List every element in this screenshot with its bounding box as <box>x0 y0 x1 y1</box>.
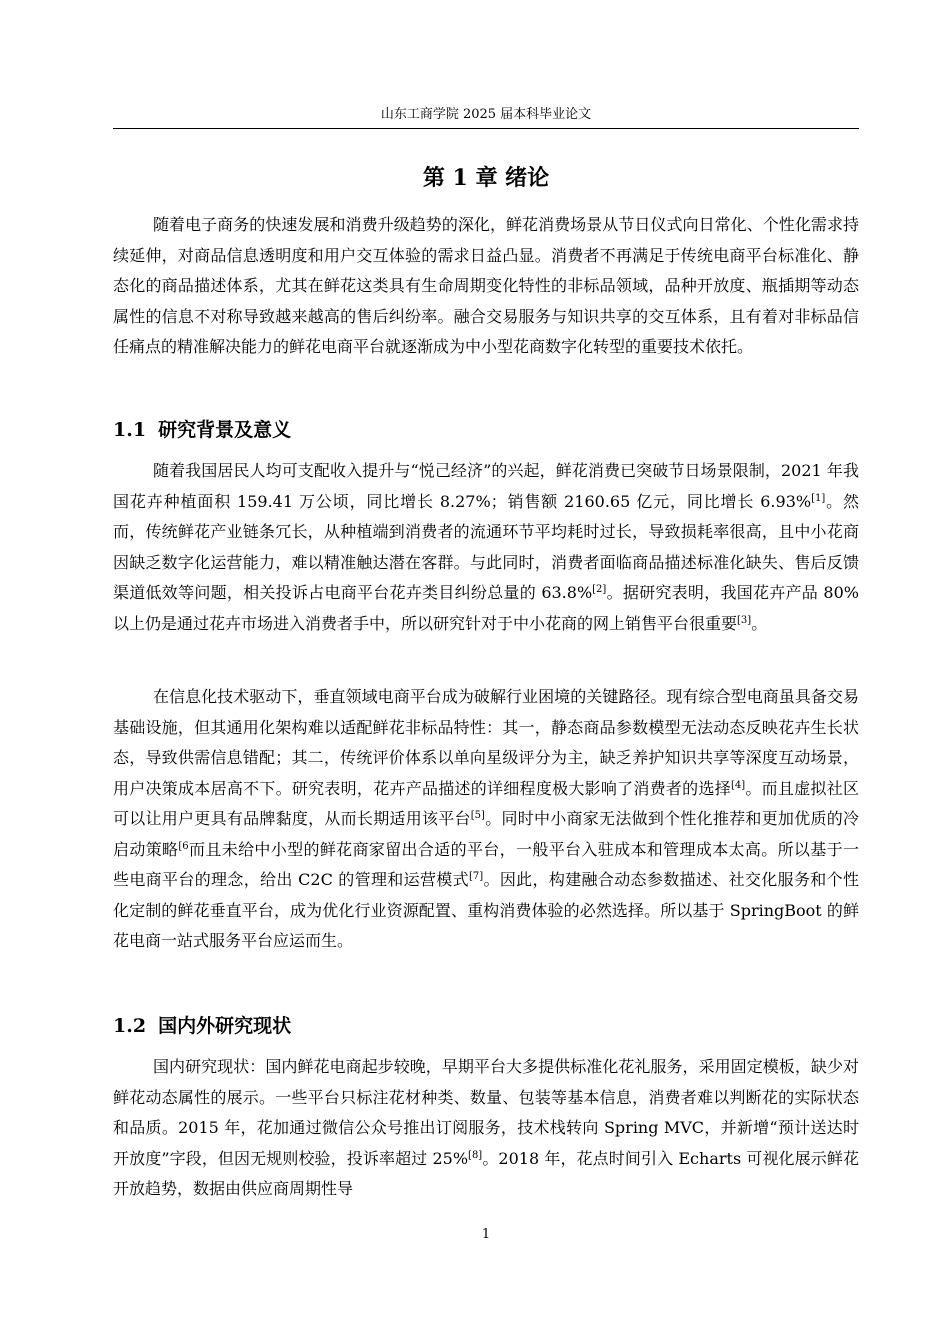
citation-ref: [5] <box>470 810 485 821</box>
page-number: 1 <box>481 1227 491 1242</box>
citation-ref: [2] <box>592 584 607 595</box>
background-paragraph-1 <box>113 456 859 639</box>
intro-paragraph: 随着电子商务的快速发展和消费升级趋势的深化，鲜花消费场景从节日仪式向日常化、个性化需求持续延伸，对商品信息透明度和用户交互体验的需求日益凸显。消费者不再满足于传统电商平台标准化、静态化的商品描述体系，尤其在鲜花这类具有生命周期变化特性的非标品领域，品种开放度、瓶插期等动态属性的信息不对称导致越来越高的售后纠纷率。融合交易服务与知识共享的交互体系，且有着对非标品信任痛点的精准解决能力的鲜花电商平台就逐渐成为中小型花商数字化转型的重要技术依托。 <box>113 215 859 356</box>
running-header: 山东工商学院 2025 届本科毕业论文 <box>380 107 592 122</box>
citation-ref: [3] <box>737 614 752 626</box>
paragraph-text: 。而且虚拟社区可以让用户更具有品牌黏度，从而长期适用该平台 <box>113 778 859 828</box>
paragraph-text: 。然而，传统鲜花产业链条冗长，从种植端到消费者的流通环节平均耗时过长，导致损耗率很高，且中小花商因缺乏数字化运营能力，难以精准触达潜在客群。与此同时，消费者面临商品描述标准化缺失、售后反馈渠道低效等问题，相关投诉占电商平台花卉类目纠纷总量的 63.8% <box>113 491 859 602</box>
paragraph-text: 。2018 年，花点时间引入 Echarts 可视化展示鲜花开放趋势，数据由供应商周期性导 <box>113 1148 859 1198</box>
paragraph-text: 在信息化技术驱动下，垂直领域电商平台成为破解行业困境的关键路径。现有综合型电商虽具备交易基础设施，但其通用化架构难以适配鲜花非标品特性：其一，静态商品参数模型无法动态反映花卉生长状态，导致供需信息错配；其二，传统评价体系以单向星级评分为主，缺乏养护知识共享等深度互动场景，用户决策成本居高不下。研究表明，花卉产品描述的详细程度极大影响了消费者的选择 <box>113 687 859 798</box>
citation-ref: [4] <box>730 779 746 791</box>
section-number: 1.1 <box>113 419 147 441</box>
section-heading-1-2 <box>113 1012 859 1040</box>
paragraph-text: 国内研究现状：国内鲜花电商起步较晚，早期平台大多提供标准化花礼服务，采用固定模板，缺少对鲜花动态属性的展示。一些平台只标注花材种类、数量、包装等基本信息，消费者难以判断花的实际状态和品质。2015 年，花加通过微信公众号推出订阅服务，技术栈转向 Spring MVC，并新增“预计送达时开放度”字段，但因无规则校验，投诉率超过 25% <box>113 1057 859 1168</box>
citation-ref: [8] <box>468 1149 483 1161</box>
section-title-text: 研究背景及意义 <box>158 419 292 441</box>
header-rule <box>113 128 859 129</box>
research-status-paragraph <box>113 1052 859 1205</box>
paragraph-text: 。同时中小商家无法做到个性化推荐和更加优质的冷启动策略 <box>113 809 859 859</box>
section-number: 1.2 <box>113 1015 147 1037</box>
section-title-text: 国内外研究现状 <box>158 1015 292 1037</box>
paragraph-text: 。因此，构建融合动态参数描述、社交化服务和个性化定制的鲜花垂直平台，成为优化行业资源配置、重构消费体验的必然选择。所以基于 SpringBoot 的鲜花电商一站式服务平台应运而生。 <box>113 870 859 950</box>
paragraph-text: 。 <box>751 613 768 633</box>
citation-ref: [1] <box>811 492 826 504</box>
section-heading-1-1 <box>113 416 859 444</box>
paragraph-text: 而且未给中小型的鲜花商家留出合适的平台，一般平台入驻成本和管理成本太高。所以基于一些电商平台的理念，给出 C2C 的管理和运营模式 <box>113 839 859 889</box>
paragraph-text: 。据研究表明，我国花卉产品 80%以上仍是通过花卉市场进入消费者手中，所以研究针对于中小花商的网上销售平台很重要 <box>113 583 859 633</box>
chapter-title: 第 1 章 绪论 <box>422 165 550 191</box>
paragraph-text: 随着我国居民人均可支配收入提升与“悦己经济”的兴起，鲜花消费已突破节日场景限制，2021 年我国花卉种植面积 159.41 万公顷，同比增长 8.27%；销售额 2160.65 亿元，同比增长 6.93% <box>113 461 859 511</box>
citation-ref: [6 <box>178 840 189 852</box>
background-paragraph-2 <box>113 682 859 957</box>
citation-ref: [7] <box>468 871 484 882</box>
